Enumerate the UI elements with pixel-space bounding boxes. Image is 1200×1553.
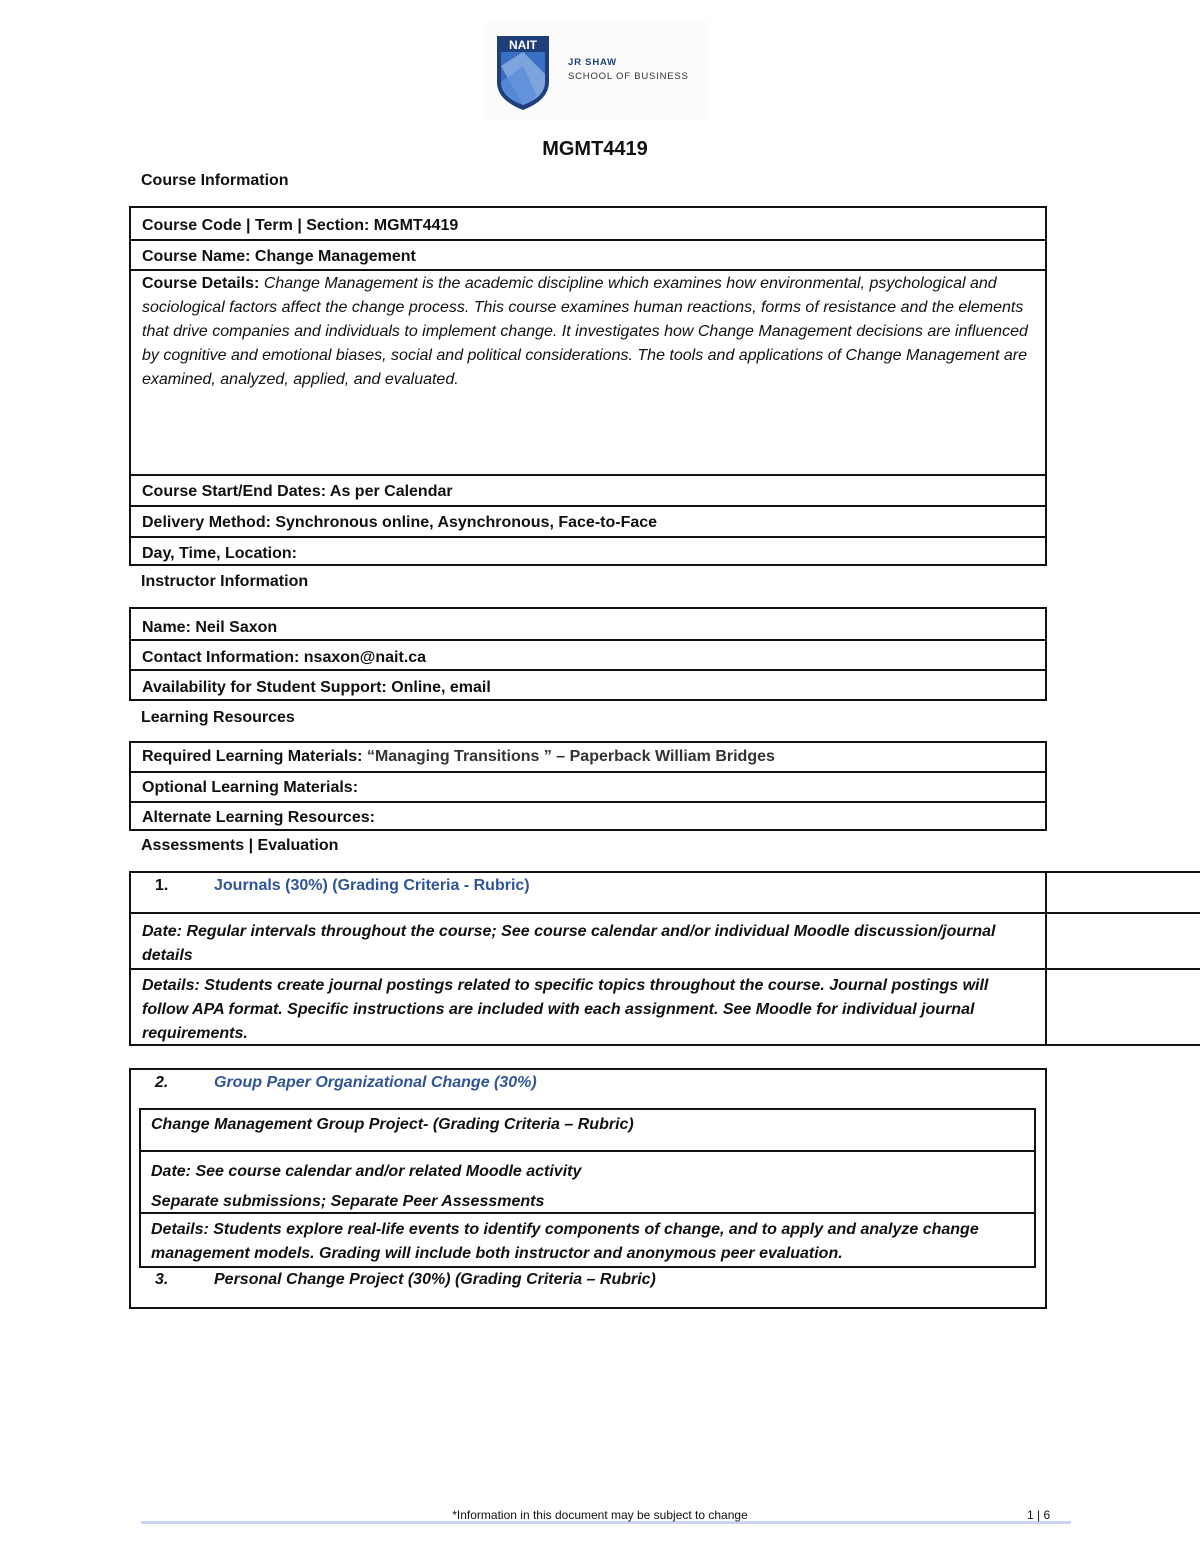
course-code-row: Course Code | Term | Section: MGMT4419 bbox=[131, 208, 1045, 241]
instructor-table bbox=[129, 607, 1047, 701]
side-divider bbox=[1045, 968, 1200, 970]
optional-materials-row: Optional Learning Materials: bbox=[131, 773, 1045, 803]
assessment-1-table bbox=[129, 871, 1047, 1046]
assessment-3-number: 3. bbox=[155, 1271, 169, 1288]
assessment-2-submissions: Separate submissions; Separate Peer Assessments bbox=[151, 1193, 545, 1210]
alternate-resources-row: Alternate Learning Resources: bbox=[142, 809, 375, 826]
assessment-2-date-row bbox=[141, 1152, 1034, 1214]
assessment-2-project-row: Change Management Group Project- (Grading Criteria – Rubric) bbox=[141, 1110, 1034, 1152]
course-details-text: Change Management is the academic discipline which examines how environmental, psychological and sociological factors affect the change process. This course examines human reactions, forms of resistance and the elements that drive companies and individuals to implement change. It investigates how Change Management decisions are influenced by cognitive and emotional biases, social and political considerations. The tools and applications of Change Management are examined, analyzed, applied, and evaluated. bbox=[142, 275, 1028, 388]
assessment-1-title-row bbox=[131, 873, 1045, 914]
required-materials-row bbox=[131, 743, 1045, 773]
assessment-2-inner-table bbox=[139, 1108, 1036, 1268]
school-name-line2: SCHOOL OF BUSINESS bbox=[568, 71, 689, 82]
assessment-2-number: 2. bbox=[155, 1074, 169, 1091]
required-materials-value: “Managing Transitions ” – Paperback William Bridges bbox=[366, 748, 775, 765]
school-logo bbox=[484, 22, 709, 120]
course-dates-row: Course Start/End Dates: As per Calendar bbox=[131, 476, 1045, 507]
assessment-3-title-row bbox=[131, 1268, 1045, 1306]
instructor-heading: Instructor Information bbox=[141, 573, 309, 590]
instructor-contact-row: Contact Information: nsaxon@nait.ca bbox=[131, 641, 1045, 671]
assessment-1-date-row: Date: Regular intervals throughout the course; See course calendar and/or individual Moodle discussion/journal details bbox=[131, 914, 1045, 970]
page-number: 1 | 6 bbox=[1027, 1508, 1051, 1522]
assessment-2-details-row: Details: Students explore real-life events to identify components of change, and to apply and analyze change management models. Grading will include both instructor and anonymous peer evaluation. bbox=[151, 1221, 979, 1262]
assessment-3-title: Personal Change Project (30%) (Grading Criteria – Rubric) bbox=[214, 1271, 656, 1288]
assessment-1-number: 1. bbox=[155, 877, 169, 894]
assessment-1-details-row: Details: Students create journal postings related to specific topics throughout the course. Journal postings will follow APA format. Specific instructions are included with each assignment. See Moodle for individual journal requirements. bbox=[142, 977, 989, 1042]
assessments-heading: Assessments | Evaluation bbox=[141, 837, 339, 854]
course-details-row bbox=[131, 271, 1045, 476]
instructor-availability-row: Availability for Student Support: Online, email bbox=[142, 679, 491, 696]
assessment-2-title: Group Paper Organizational Change (30%) bbox=[214, 1074, 537, 1091]
assessment-1-side-column bbox=[1045, 871, 1200, 1046]
day-time-location-row: Day, Time, Location: bbox=[142, 545, 297, 562]
resources-table bbox=[129, 741, 1047, 831]
course-info-heading: Course Information bbox=[141, 172, 289, 189]
page-title: MGMT4419 bbox=[542, 138, 648, 160]
side-divider bbox=[1045, 912, 1200, 914]
assessment-1-title: Journals (30%) (Grading Criteria - Rubric) bbox=[214, 877, 530, 894]
footer-note: *Information in this document may be subject to change bbox=[452, 1508, 748, 1522]
school-name bbox=[568, 56, 689, 84]
resources-heading: Learning Resources bbox=[141, 709, 295, 726]
course-name-row: Course Name: Change Management bbox=[131, 241, 1045, 271]
logo-badge-text: NAIT bbox=[509, 38, 537, 52]
assessment-2-date: Date: See course calendar and/or related Moodle activity bbox=[151, 1163, 582, 1180]
required-materials-label: Required Learning Materials: bbox=[142, 748, 367, 765]
course-info-table bbox=[129, 206, 1047, 566]
school-name-line1: JR SHAW bbox=[568, 57, 617, 68]
instructor-name-row: Name: Neil Saxon bbox=[131, 609, 1045, 641]
delivery-method-row: Delivery Method: Synchronous online, Asynchronous, Face-to-Face bbox=[131, 507, 1045, 538]
course-details-label: Course Details: bbox=[142, 275, 260, 292]
nait-shield-icon bbox=[497, 36, 549, 110]
assessment-2-title-row bbox=[131, 1070, 1045, 1111]
